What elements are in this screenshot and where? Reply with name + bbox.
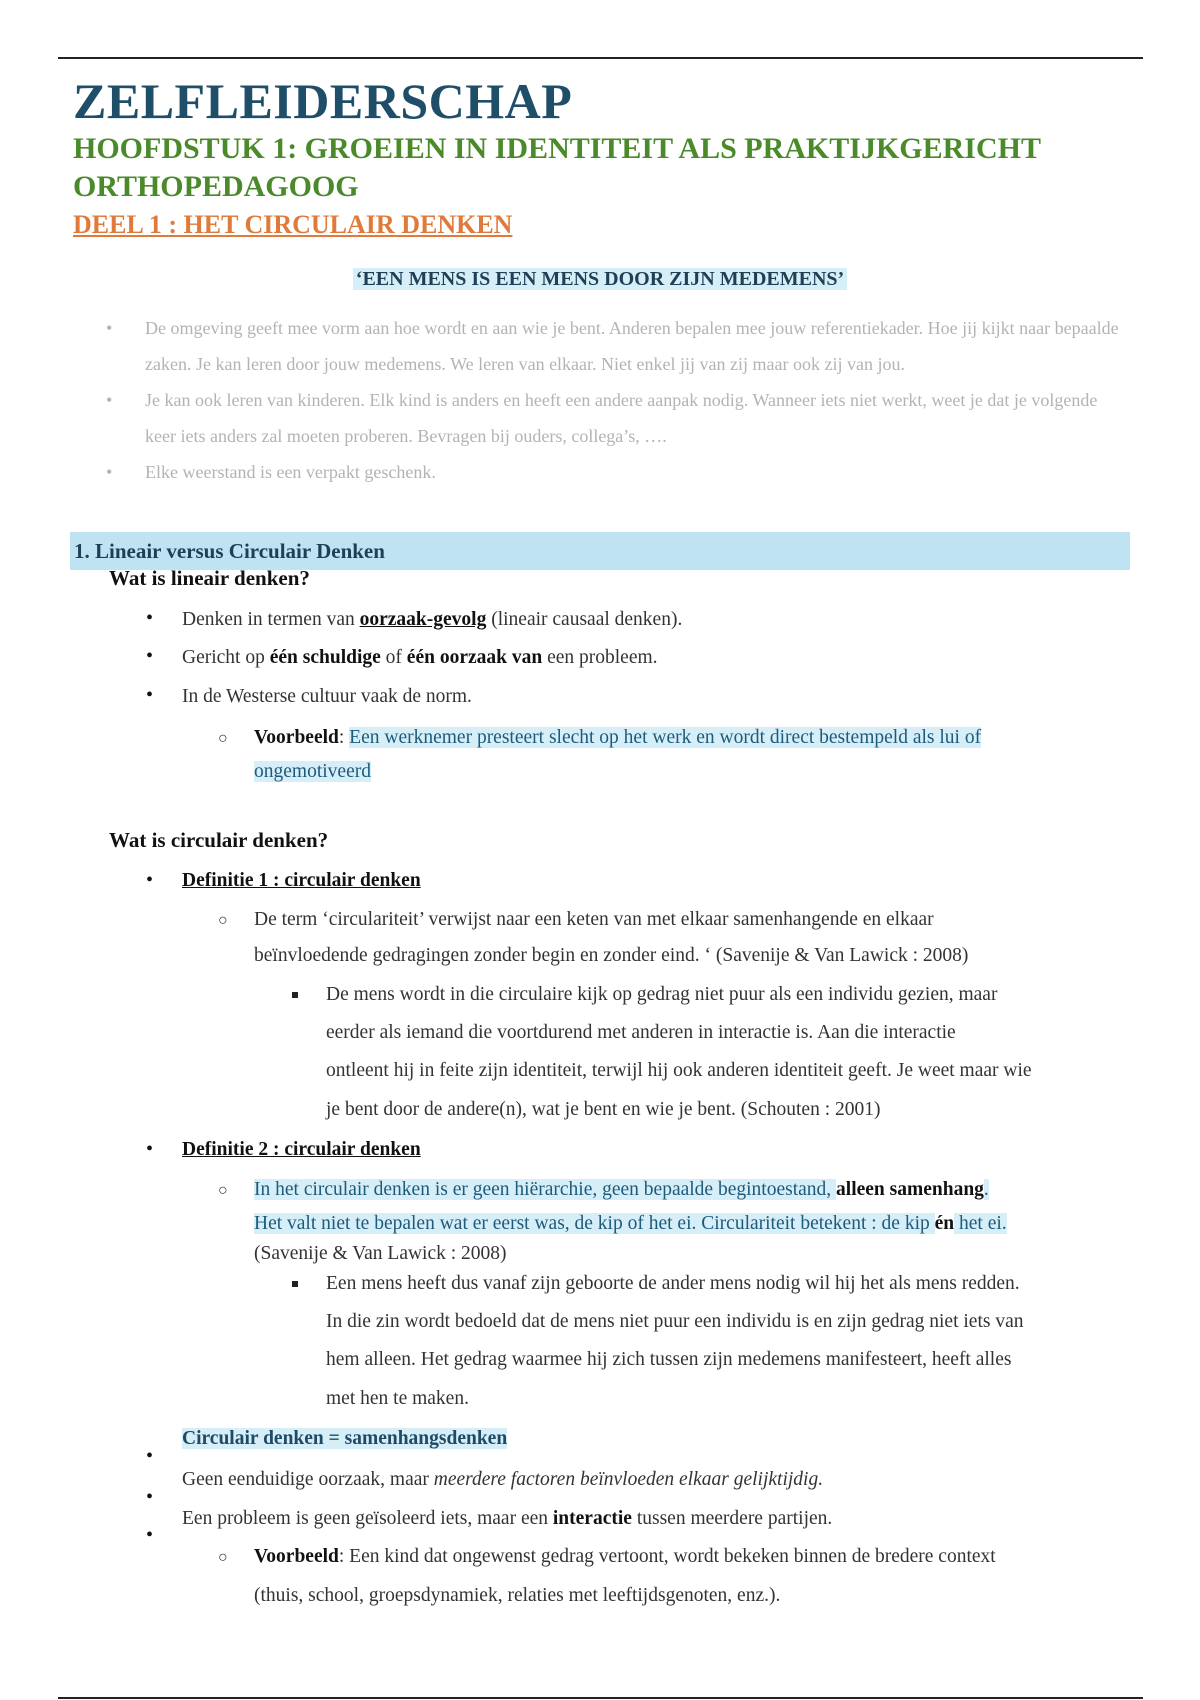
bullet-icon: •	[146, 607, 154, 629]
bullet-icon: •	[106, 318, 113, 338]
definition-line: (Savenije & Van Lawick : 2008)	[254, 1243, 507, 1264]
section-heading: 1. Lineair versus Circulair Denken	[70, 532, 1130, 570]
bottom-rule	[58, 1697, 1143, 1699]
intro-list	[100, 310, 1130, 490]
definition-line: hem alleen. Het gedrag waarmee hij zich tussen zijn medemens manifesteert, heeft alles	[326, 1349, 1012, 1370]
square-bullet-icon	[292, 992, 298, 998]
bullet-icon: •	[146, 1486, 154, 1508]
page-title: ZELFLEIDERSCHAP	[73, 73, 573, 129]
definition-line: In die zin wordt bedoeld dat de mens niet puur een individu is en zijn gedrag niet iets van	[326, 1311, 1024, 1332]
bullet-icon: •	[146, 684, 154, 706]
definition-line: Een mens heeft dus vanaf zijn geboorte de ander mens nodig wil hij het als mens redden.	[326, 1273, 1020, 1294]
definition-line: eerder als iemand die voortdurend met anderen in interactie is. Aan die interactie	[326, 1022, 956, 1043]
question-lineair: Wat is lineair denken?	[109, 566, 310, 590]
example-line: (thuis, school, groepsdynamiek, relaties met leeftijdsgenoten, enz.).	[254, 1585, 781, 1606]
quote	[0, 268, 1200, 291]
list-item: Denken in termen van oorzaak-gevolg (lineair causaal denken).	[182, 609, 683, 630]
definition-line: De term ‘circulariteit’ verwijst naar een keten van met elkaar samenhangende en elkaar	[254, 909, 934, 930]
list-item: Geen eenduidige oorzaak, maar meerdere factoren beïnvloeden elkaar gelijktijdig.	[182, 1469, 824, 1490]
bullet-icon: •	[146, 869, 154, 891]
circle-bullet-icon: ○	[218, 730, 228, 747]
circle-bullet-icon: ○	[218, 1182, 228, 1199]
definition-line: met hen te maken.	[326, 1388, 469, 1409]
question-circulair: Wat is circulair denken?	[109, 828, 329, 852]
bullet-icon: •	[146, 1138, 154, 1160]
definition-line: De mens wordt in die circulaire kijk op gedrag niet puur als een individu gezien, maar	[326, 984, 998, 1005]
list-item: Een probleem is geen geïsoleerd iets, maar een interactie tussen meerdere partijen.	[182, 1508, 833, 1529]
definition-heading: Definitie 2 : circulair denken	[182, 1139, 421, 1160]
example-line: Voorbeeld: Een werknemer presteert slecht op het werk en wordt direct bestempeld als lui of	[254, 727, 982, 748]
top-rule	[58, 57, 1143, 59]
square-bullet-icon	[292, 1281, 298, 1287]
chapter-title: HOOFDSTUK 1: GROEIEN IN IDENTITEIT ALS PRAKTIJKGERICHT ORTHOPEDAGOOG	[73, 132, 1041, 203]
definition-line: ontleent hij in feite zijn identiteit, terwijl hij ook anderen identiteit geeft. Je weet maar wie	[326, 1060, 1032, 1081]
list-item: Circulair denken = samenhangsdenken	[182, 1428, 508, 1449]
bullet-icon: •	[146, 1524, 154, 1546]
circle-bullet-icon: ○	[218, 912, 228, 929]
example-line: Voorbeeld: Een kind dat ongewenst gedrag vertoont, wordt bekeken binnen de bredere context	[254, 1546, 996, 1567]
bullet-icon: •	[106, 390, 113, 410]
bullet-icon: •	[106, 462, 113, 482]
list-item: Gericht op één schuldige of één oorzaak van een probleem.	[182, 647, 658, 668]
definition-line: Het valt niet te bepalen wat er eerst was, de kip of het ei. Circulariteit betekent : de kip én het ei.	[254, 1213, 1007, 1234]
circle-bullet-icon: ○	[218, 1549, 228, 1566]
quote-text: ‘EEN MENS IS EEN MENS DOOR ZIJN MEDEMENS’	[353, 268, 847, 290]
bullet-icon: •	[146, 645, 154, 667]
definition-line: In het circulair denken is er geen hiërarchie, geen bepaalde begintoestand, alleen samenhang.	[254, 1179, 989, 1200]
intro-item: • Je kan ook leren van kinderen. Elk kind is anders en heeft een andere aanpak nodig. Wanneer iets niet werkt, weet je dat je volgende keer iets anders zal moeten proberen. Bevragen bij ouders, collega’s, ….	[100, 382, 1130, 454]
intro-item: • Elke weerstand is een verpakt geschenk.	[100, 454, 1130, 490]
intro-item: • De omgeving geeft mee vorm aan hoe wordt en aan wie je bent. Anderen bepalen mee jouw referentiekader. Hoe jij kijkt naar bepaalde zaken. Je kan leren door jouw medemens. We leren van elkaar. Niet enkel jij van zij maar ook zij van jou.	[100, 310, 1130, 382]
list-item: In de Westerse cultuur vaak de norm.	[182, 686, 472, 707]
definition-line: je bent door de andere(n), wat je bent en wie je bent. (Schouten : 2001)	[326, 1099, 881, 1120]
definition-heading: Definitie 1 : circulair denken	[182, 870, 421, 891]
bullet-icon: •	[146, 1445, 154, 1467]
definition-line: beïnvloedende gedragingen zonder begin en zonder eind. ‘ (Savenije & Van Lawick : 2008)	[254, 945, 969, 966]
part-title: DEEL 1 : HET CIRCULAIR DENKEN	[73, 210, 513, 239]
example-line: ongemotiveerd	[254, 761, 371, 782]
